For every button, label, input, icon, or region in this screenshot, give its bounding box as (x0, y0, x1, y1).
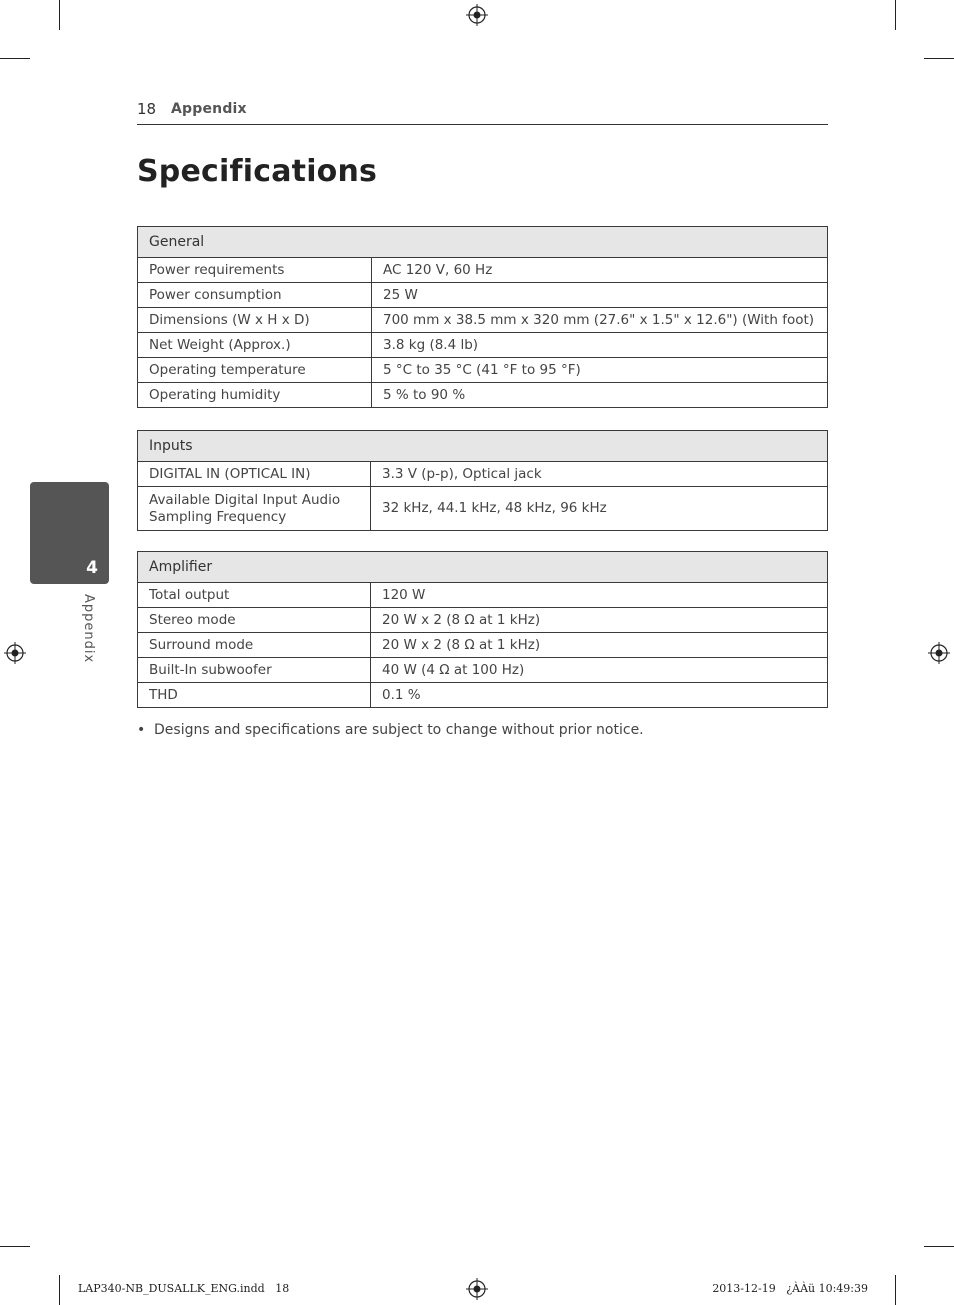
spec-value: 700 mm x 38.5 mm x 320 mm (27.6" x 1.5" x 12.6") (With foot) (372, 308, 828, 333)
bullet-icon: • (137, 722, 146, 738)
crop-mark (59, 1275, 60, 1305)
spec-label: Operating temperature (138, 358, 372, 383)
spec-note (137, 722, 644, 738)
registration-mark-icon (4, 642, 26, 664)
spec-value: 20 W x 2 (8 Ω at 1 kHz) (371, 608, 828, 633)
general-spec-table (137, 226, 828, 408)
crop-mark (895, 0, 896, 30)
table-row (138, 633, 828, 658)
spec-label: Available Digital Input Audio Sampling Frequency (138, 487, 371, 531)
spec-label: Built-In subwoofer (138, 658, 371, 683)
table-row (138, 487, 828, 531)
spec-label: Net Weight (Approx.) (138, 333, 372, 358)
table-row (138, 333, 828, 358)
spec-value: 25 W (372, 283, 828, 308)
table-row (138, 383, 828, 408)
spec-label: Stereo mode (138, 608, 371, 633)
footer-timestamp: 2013-12-19 ¿ÀÀü 10:49:39 (712, 1282, 868, 1295)
table-row (138, 283, 828, 308)
spec-label: DIGITAL IN (OPTICAL IN) (138, 462, 371, 487)
amplifier-spec-table (137, 551, 828, 708)
page-title: Specifications (137, 154, 378, 189)
spec-value: 3.3 V (p-p), Optical jack (371, 462, 828, 487)
spec-value: 5 °C to 35 °C (41 °F to 95 °F) (372, 358, 828, 383)
spec-value: 5 % to 90 % (372, 383, 828, 408)
table-row (138, 308, 828, 333)
registration-mark-icon (466, 1278, 488, 1300)
spec-value: 3.8 kg (8.4 lb) (372, 333, 828, 358)
footer-filename: LAP340-NB_DUSALLK_ENG.indd 18 (78, 1282, 290, 1295)
inputs-spec-table (137, 430, 828, 531)
crop-mark (0, 1246, 30, 1247)
table-heading: Amplifier (138, 552, 828, 583)
table-row (138, 658, 828, 683)
page-header (137, 100, 828, 125)
registration-mark-icon (928, 642, 950, 664)
table-row (138, 462, 828, 487)
spec-label: Dimensions (W x H x D) (138, 308, 372, 333)
note-text: Designs and specifications are subject to change without prior notice. (154, 722, 644, 738)
crop-mark (59, 0, 60, 30)
table-heading: General (138, 227, 828, 258)
spec-label: Total output (138, 583, 371, 608)
chapter-tab (30, 482, 109, 584)
registration-mark-icon (466, 4, 488, 26)
table-row (138, 583, 828, 608)
spec-label: THD (138, 683, 371, 708)
table-heading: Inputs (138, 431, 828, 462)
crop-mark (924, 1246, 954, 1247)
spec-value: 120 W (371, 583, 828, 608)
spec-value: AC 120 V, 60 Hz (372, 258, 828, 283)
table-row (138, 608, 828, 633)
table-row (138, 258, 828, 283)
spec-value: 32 kHz, 44.1 kHz, 48 kHz, 96 kHz (371, 487, 828, 531)
crop-mark (895, 1275, 896, 1305)
table-row (138, 683, 828, 708)
chapter-label: Appendix (81, 594, 96, 664)
spec-label: Power consumption (138, 283, 372, 308)
page-number: 18 (137, 100, 157, 118)
spec-value: 20 W x 2 (8 Ω at 1 kHz) (371, 633, 828, 658)
crop-mark (0, 58, 30, 59)
crop-mark (924, 58, 954, 59)
spec-value: 40 W (4 Ω at 100 Hz) (371, 658, 828, 683)
spec-label: Surround mode (138, 633, 371, 658)
table-row (138, 358, 828, 383)
spec-value: 0.1 % (371, 683, 828, 708)
header-section-name: Appendix (171, 101, 247, 117)
spec-label: Power requirements (138, 258, 372, 283)
spec-label: Operating humidity (138, 383, 372, 408)
chapter-number: 4 (86, 558, 98, 578)
